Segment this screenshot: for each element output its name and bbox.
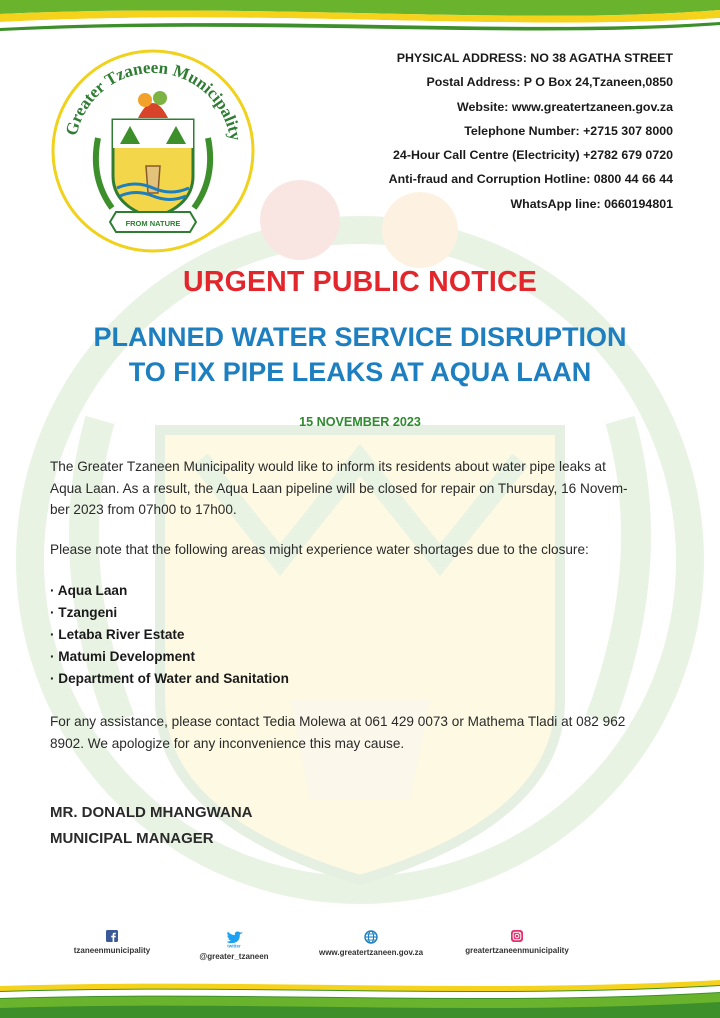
website-line[interactable]: Website: www.greatertzaneen.gov.za (457, 99, 673, 114)
headline-line-2: TO FIX PIPE LEAKS AT AQUA LAAN (128, 357, 592, 387)
signatory-name: MR. DONALD MHANGWANA (50, 804, 253, 821)
notice-headline (0, 320, 720, 390)
bottom-decorative-stripe (0, 968, 720, 1018)
instagram-icon (511, 930, 523, 942)
list-item: · Matumi Development (50, 649, 196, 664)
twitter-link[interactable] (186, 930, 282, 961)
notice-date: 15 NOVEMBER 2023 (299, 415, 421, 429)
facebook-icon (106, 930, 118, 942)
list-item: · Tzangeni (50, 605, 118, 620)
facebook-link[interactable] (64, 930, 160, 955)
headline-line-1: PLANNED WATER SERVICE DISRUPTION (93, 322, 627, 352)
physical-address: PHYSICAL ADDRESS: NO 38 AGATHA STREET (396, 51, 673, 65)
top-decorative-stripe (0, 0, 720, 44)
twitter-icon-label: twitter (227, 943, 241, 948)
globe-icon (364, 930, 378, 944)
hotline-line: Anti-fraud and Corruption Hotline: 0800 44 66 44 (388, 172, 673, 187)
paragraph-intro-line: The Greater Tzaneen Municipality would like to inform its residents about water pipe leaks at (50, 459, 606, 474)
signatory-title: MUNICIPAL MANAGER (50, 830, 214, 847)
municipality-logo (50, 48, 256, 254)
signature-block (50, 800, 252, 852)
list-item: · Aqua Laan (50, 583, 128, 598)
paragraph-intro-line: ber 2023 from 07h00 to 17h00. (50, 502, 237, 517)
paragraph-assistance (50, 711, 674, 754)
call-centre-line: 24-Hour Call Centre (Electricity) +2782 679 0720 (393, 148, 673, 163)
list-item: · Department of Water and Sanitation (50, 671, 289, 686)
twitter-handle: @greater_tzaneen (199, 952, 269, 961)
paragraph-areas-intro: Please note that the following areas might experience water shortages due to the closure: (50, 542, 589, 557)
whatsapp-line: WhatsApp line: 0660194801 (510, 196, 673, 211)
logo-motto: FROM NATURE (125, 219, 181, 228)
postal-address: Postal Address: P O Box 24,Tzaneen,0850 (426, 75, 673, 90)
paragraph-assistance-line: 8902. We apologize for any inconvenience this may cause. (50, 735, 405, 751)
logo-ring-text: Greater Tzaneen Municipality (61, 57, 246, 142)
paragraph-assistance-line: For any assistance, please contact Tedia Molewa at 061 429 0073 or Mathema Tladi at 082 962 (50, 714, 626, 729)
paragraph-intro-line: Aqua Laan. As a result, the Aqua Laan pipeline will be closed for repair on Thursday, 16 Novem- (50, 480, 628, 496)
website-handle: www.greatertzaneen.gov.za (318, 948, 424, 957)
website-link[interactable] (310, 930, 432, 957)
affected-areas-list (50, 580, 289, 690)
facebook-handle: tzaneenmunicipality (73, 946, 151, 955)
instagram-link[interactable] (456, 930, 578, 955)
twitter-icon (223, 930, 245, 948)
paragraph-intro (50, 456, 674, 521)
list-item: · Letaba River Estate (50, 627, 185, 642)
contact-details (389, 46, 673, 216)
urgent-title: URGENT PUBLIC NOTICE (183, 266, 537, 298)
instagram-handle: greatertzaneenmunicipality (465, 946, 569, 955)
telephone-line: Telephone Number: +2715 307 8000 (464, 123, 673, 138)
